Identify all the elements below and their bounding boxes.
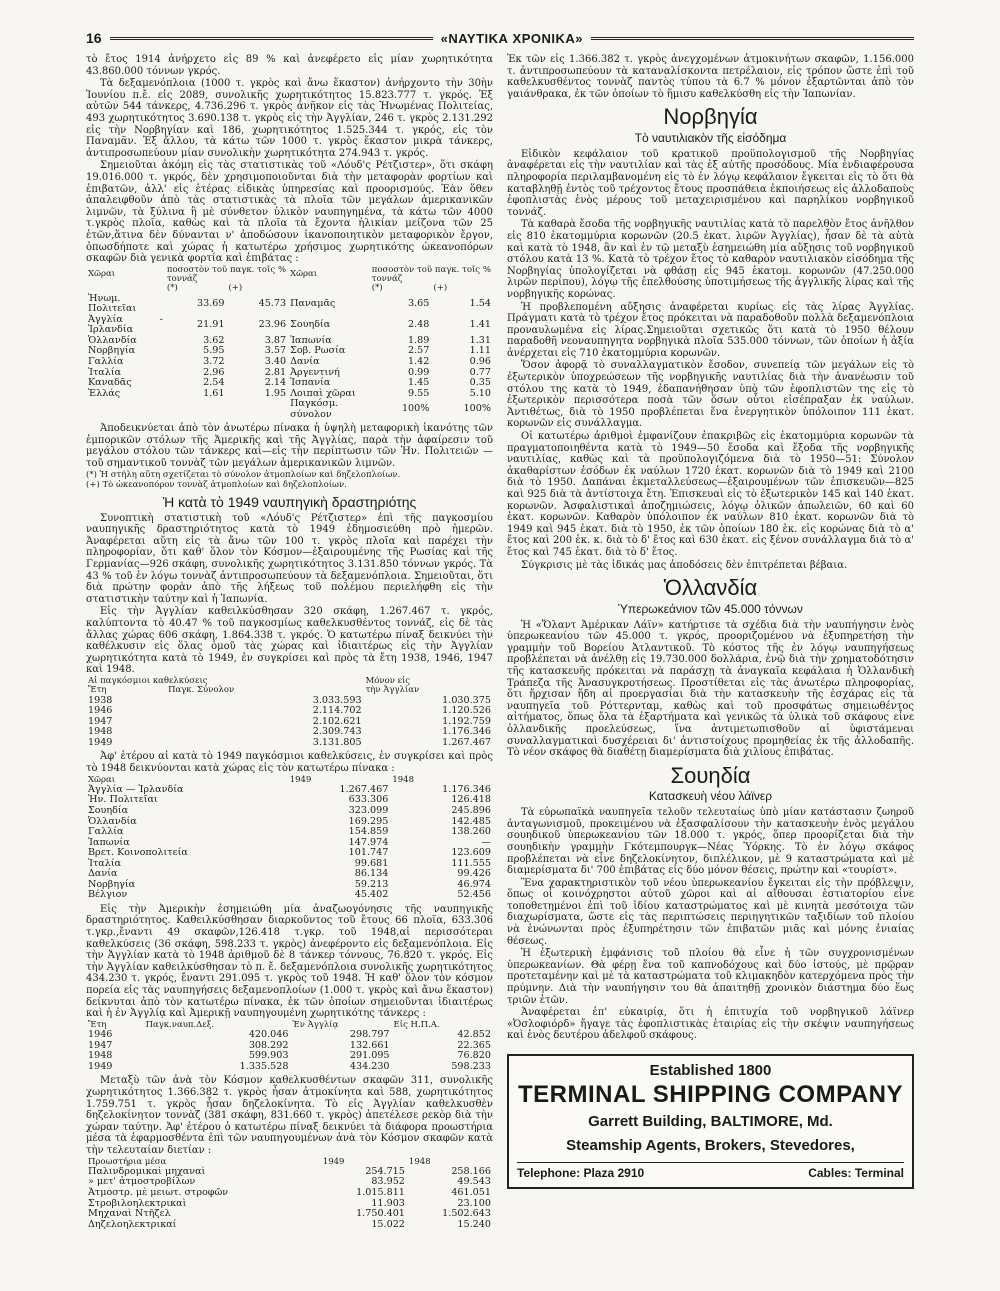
table-header: 1948: [408, 1156, 431, 1167]
table-header: Χῶραι: [290, 269, 318, 280]
paragraph: Τὰ εὐρωπαϊκὰ ναυπηγεῖα τελοῦν τελευταίως ὑπὸ μίαν κατάστασιν ζωηροῦ ἀνταγωνισμοῦ, προκειμένου νὰ ἐξασφαλίσουν τὴν κατασκευὴν ἑνὸς μεγάλου σουηδικοῦ ὑπερωκεανίου τῶν 18.000 τ. γκρός, ὅπερ προορίζεται διὰ τὴν σουηδικὴν γραμμὴν Γκότεμπουργκ—Νέας Ὑόρκης. Τὸ ἐν λόγῳ σκάφος προβλέπεται νὰ εἶνε δηζελοκίνητον, διπλέλικον, μὲ 9 καταστρώματα καὶ μὲ διαμερίσματα δι' 700 ἐπιβάτας εἰς δύο μόνον θέσεις, πρώτην καὶ «τουρίστ».: [507, 807, 914, 877]
table-cell: 2.102.621: [312, 715, 362, 727]
table-cell: 3.87: [264, 334, 287, 346]
table-cell: Ὁλλανδία: [88, 334, 137, 346]
table-header: Ἔτη: [88, 685, 107, 696]
table-cell: 599.903: [248, 1050, 289, 1062]
table-row: [86, 817, 493, 828]
footnote: (+) Τὸ ὠκεανοπόρον τοννὰζ ἀτμοπλοίων καὶ δηζελοπλοίων.: [86, 479, 347, 490]
table-header: (+): [433, 283, 448, 294]
paragraph: Ἕνα χαρακτηριστικὸν τοῦ νέου ὑπερωκεανίου ἔγκειται εἰς τὴν πρόβλεψιν, ὅπως οἱ κοινόχρηστοι αὐτοῦ χῶροι καὶ αἱ αἴθουσαι ἑστιατορίου εἶνε τοποθετημένοι ἐπὶ τοῦ ἰδίου καταστρώματος καὶ μὲ κινητὰ μεσότοιχα τῶν διαχωρίσματα, ὥστε εἰς τὰς περιπτώσεις περιηγητικῶν ταξιδίων τοῦ πλοίου νὰ ἐνώνωνται πρὸς ἐξυπηρέτησιν τῶν ἐπιβατῶν μιᾶς καὶ μόνης ἑνιαίας θέσεως.: [507, 877, 914, 947]
table-cell: Βέλγιον: [88, 889, 128, 901]
table-cell: 1.41: [469, 319, 491, 331]
table-cell: Λοιπαὶ χῶραι: [290, 387, 356, 399]
table-cell: 3.65: [408, 297, 430, 309]
table-cell: 1.45: [408, 377, 430, 389]
ad-company-name: TERMINAL SHIPPING COMPANY: [518, 1081, 903, 1109]
paragraph: Τὰ καθαρὰ ἔσοδα τῆς νορβηγικῆς ναυτιλίας κατὰ τὸ παρελθὸν ἔτος ἀνῆλθον εἰς 810 ἑκατομμύρια κορωνῶν (20.5 ἑκατ. λιρῶν Ἀγγλίας), ἦσαν δὲ τὰ αὐτὰ καὶ κατὰ τὸ 1948, ἂν καὶ ἐν τῷ μεταξὺ ἐσημειώθη μία αὔξησις τοῦ νορβηγικοῦ στόλου κατὰ 13 %. Κατὰ τὸ τρέχον ἔτος τὸ καθαρὸν ναυτιλιακὸν εἰσόδημα τῆς Νορβηγίας ὑπολογίζεται νὰ φθάσῃ εἰς 945 ἑκατομ. κορωνῶν (47.250.000 λιρῶν περίπου), λόγῳ τῆς ἐπελθούσης ὑποτιμήσεως τῆς ἀγγλικῆς λίρας καὶ τῆς νορβηγικῆς κορώνας.: [507, 219, 914, 300]
paragraph: Σημειοῦται ἀκόμη εἰς τὰς στατιστικὰς τοῦ «Λόυδ'ς Ρέτζιστερ», ὅτι σκάφη 19.016.000 τ. γκρός, δὲν χρησιμοποιοῦνται διὰ τὴν μεταφορὰν φορτίων καὶ ἐπιβατῶν, ἀλλ' εἰς ἑτέρας εἰδικὰς ὑπηρεσίας καὶ προορισμούς. Ἐὰν ὅθεν ἀπαλειφθοῦν ἀπὸ τὰς στατιστικὰς τὰ πλοῖα τῶν μεγάλων ἀμερικανικῶν λιμνῶν, τὰ ξύλινα ἢ μὲ σύνθετον ὑλικὸν ναυπηγημένα, τὰ κάτω τῶν 4000 τ.γκρὸς πλοῖα, καθὼς καὶ τὰ πλοῖα τὰ ἔχοντα ἡλικίαν μείζονα τῶν 25 ἐτῶν,ἅτινα δὲν δύνανται ν' ἀποδώσουν ἱκανοποιητικὸν μεταφορικὸν ἔργον, ὁπωσδήποτε καὶ χώρας ἡ κατωτέρω χρήσιμος χωρητικότης ὠκεανοπόρων σκαφῶν διὰ γενικὰ φορτία καὶ ἐπιβάτας :: [86, 160, 493, 265]
ad-address: Garrett Building, BALTIMORE, Md.: [588, 1113, 833, 1131]
table-header: Παγκ. Σύνολον: [168, 685, 235, 696]
table-cell: 3.72: [203, 356, 225, 367]
table-cell: Δανία: [290, 356, 320, 367]
table-cell: 100%: [401, 403, 430, 415]
table-header: ποσοστὸν τοῦ παγκ. τοῖς % τοννάζ: [166, 264, 287, 285]
section-heading-norway: Νορβηγία: [663, 104, 758, 130]
table-row: [86, 859, 493, 870]
table-row: [86, 294, 493, 315]
table-cell: 45.73: [258, 297, 287, 309]
table-header: Μόνον εἰς: [365, 675, 411, 686]
ad-established: Established 1800: [649, 1062, 772, 1080]
table-row: [86, 717, 493, 728]
table-cell: 1.176.346: [442, 783, 491, 795]
world-launchings-table: [86, 677, 493, 748]
table-row: [86, 706, 493, 717]
table-cell: 258.166: [451, 1165, 491, 1177]
section-subheading: Τὸ ναυτιλιακὸν τῆς εἰσόδημα: [634, 130, 787, 145]
table-cell: 0.77: [469, 366, 491, 378]
table-cell: Νορβηγία: [88, 345, 136, 357]
table-header: τὴν Ἀγγλίαν: [365, 685, 420, 696]
paragraph: Οἱ κατωτέρω ἀριθμοὶ ἐμφανίζουν ἐπακριβῶς εἰς ἑκατομμύρια κορωνῶν τὰ πραγματοποιηθέντα κατὰ τὸ 1949—50 ἔσοδα καὶ ἔξοδα τῆς νορβηγικῆς ναυτιλίας, καθὼς καὶ τὰ προϋπολογιζόμενα διὰ τὸ 1950—51: Σύνολον ἀκαθαρίστων ἐσόδων ἐκ ναύλων 1720 ἑκατ. κορωνῶν διὰ τὸ 1949 καὶ 2100 διὰ τὸ 1950. Δαπάναι ἐκμεταλλεύσεως—ἐξαιρουμένων τῶν ἐπισκευῶν—825 καὶ 925 διὰ τὰ ἀντίστοιχα ἔτη. Ἐπισκευαὶ εἰς τὸ ἐξωτερικὸν 145 καὶ 140 ἑκατ. κορωνῶν. Ἀσφαλιστικαὶ ἀποζημιώσεις, λόγῳ ὁλικῶν ἀπωλειῶν, 60 καὶ 60 ἑκατ. κορωνῶν. Καθαρὸν ὑπόλοιπον ἐκ ναύλων 810 ἑκατ. κορωνῶν διὰ τὸ 1949 καὶ 945 ἑκατ. διὰ τὸ 1950, ἐκ τῶν ὁποίων 180 ἑκ. εἰς κορώνας διὰ τὸ α' ἔτος καὶ 200 ἑκ. κ. διὰ τὸ δ' ἔτος καὶ 630 ἑκατ. εἰς ξένον συνάλλαγμα διὰ τὸ α' ἔτος καὶ 745 ἑκατ. διὰ τὸ δ' ἔτος.: [507, 431, 914, 558]
table-row: [86, 1041, 493, 1052]
section-heading: Ἡ κατὰ τὸ 1949 ναυπηγικὴ δραστηριότης: [162, 494, 417, 511]
table-row: [86, 1188, 493, 1199]
table-header: (*): [166, 283, 178, 294]
table-cell: 169.295: [348, 815, 389, 827]
table-row: [86, 727, 493, 738]
table-cell: 2.309.743: [312, 726, 362, 738]
table-cell: 461.051: [451, 1186, 491, 1198]
table-header: ποσοστὸν τοῦ παγκ. τοῖς % τοννάζ: [371, 264, 491, 285]
tanker-construction-table: [86, 1021, 493, 1073]
ad-telephone: Telephone: Plaza 2910: [517, 1166, 645, 1181]
table-cell: 11.903: [371, 1197, 405, 1209]
table-cell: 132.661: [349, 1039, 390, 1051]
table-row: [86, 880, 493, 891]
launchings-by-country-table: [86, 776, 493, 901]
table-cell: 111.555: [451, 857, 491, 869]
table-cell: Ἰαπωνία: [290, 334, 332, 346]
ad-services: Steamship Agents, Brokers, Stevedores,: [566, 1136, 855, 1154]
table-cell: 1947: [88, 1039, 113, 1051]
table-header: Παγκ.ναυπ.Δεξ.: [145, 1019, 215, 1030]
table-row: [86, 1030, 493, 1041]
table-cell: 99.426: [457, 868, 491, 880]
table-cell: Βρετ. Κοινοπολιτεία: [88, 847, 188, 859]
table-cell: 308.292: [248, 1039, 289, 1051]
table-cell: 1949: [88, 736, 113, 748]
table-cell: Ἀτμοστρ. μὲ μειωτ. στροφῶν: [88, 1186, 229, 1198]
table-cell: Γαλλία: [88, 826, 124, 838]
paragraph: Ἐκ τῶν εἰς 1.366.382 τ. γκρὸς ἀνεγχομένων ἀτμοκινήτων σκαφῶν, 1.156.000 τ. ἀντιπροσωπεύουν τὰ καταναλίσκοντα πετρέλαιον, εἰς τρόπον ὥστε ἐπὶ τοῦ καθελκυσθέντος τοννὰζ παντὸς τύπου τὰ 6.7 % μόνον ἐξαρτῶνται ἀπὸ τὸν γαιάνθρακα, ἐκ τῶν ὁποίων τὸ ἥμισυ καθελκύσθη εἰς τὴν Ἰαπωνίαν.: [507, 54, 914, 100]
table-cell: Μηχαναὶ Ντῆζελ: [88, 1208, 171, 1220]
paragraph: Ἀναφέρεται ἐπ' εὐκαιρίᾳ, ὅτι ἡ ἐπιτυχία τοῦ νορβηγικοῦ λάϊνερ «Ὀσλοφιόρδ» ἤγαγε τὰς ἐφοπλιστικὰς ἑταιρίας εἰς τὴν σκέψιν ναυπηγήσεως καὶ ἑνὸς δευτέρου ἀδελφοῦ σκάφους.: [507, 1007, 914, 1042]
table-cell: 323.099: [348, 804, 389, 816]
paragraph: Ἡ «Ὅλαντ Ἀμέρικαν Λάϊν» κατήρτισε τὰ σχέδια διὰ τὴν ναυπήγησιν ἑνὸς ὑπερωκεανίου τῶν 45.000 τ. γκρός, προοριζομένου νὰ ἐξυπηρετήσῃ τὴν γραμμὴν τοῦ Βορείου Ἀτλαντικοῦ. Τὸ κόστος τῆς ἐν λόγῳ ναυπηγήσεως προβλέπεται νὰ ἀνέλθῃ εἰς 19.730.000 δολλάρια, ἐνῷ διὰ τὴν χρηματοδότησιν τῆς κατασκευῆς πρόκειται νὰ παράσχῃ τὰ ἀναγκαῖα κεφάλαια ἡ Ὁλλανδικὴ Τράπεζα τῆς Ἀνασυγκροτήσεως. Προστίθεται εἰς τὰς ἀνωτέρω πληροφορίας, ὅτι ἤρχισαν ἤδη αἱ προεργασίαι διὰ τὴν κατασκευὴν τῆς ἐσχάρας εἰς τὰ ναυπηγεῖα τοῦ Ρόττερνταμ, καθὼς καὶ τοῦ προσφάτως σημειωθέντος αἰτήματος, ὅπως ὅλα τὰ ἐξαρτήματα καὶ γενικῶς τὰ ὑλικὰ τοῦ σκάφους εἶνε ὁλλανδικῆς προελεύσεως, ἵνα ἀντιμετωπισθοῦν αἱ ὑφιστάμεναι συναλλαγματικαὶ δυσχέρειαι δι' ἀντιστοίχους προμηθείας ἐκ τῆς ἀλλοδαπῆς. Τὸ νέον σκάφος θὰ διαθέτῃ διαμερίσματα διὰ χιλίους ἐπιβάτας.: [507, 619, 914, 759]
table-row: [86, 848, 493, 859]
paragraph: Ἀφ' ἑτέρου αἱ κατὰ τὸ 1949 παγκόσμιοι καθελκύσεις, ἐν συγκρίσει καὶ πρὸς τὸ 1948 δεικνύονται κατὰ χώρας εἰς τὸν κατωτέρω πίνακα :: [86, 751, 493, 774]
table-cell: Παναμᾶς: [290, 297, 336, 309]
paragraph: Ἀποδεικνύεται ἀπὸ τὸν ἀνωτέρω πίνακα ἡ ὑψηλὴ μεταφορικὴ ἱκανότης τῶν ἐμπορικῶν στόλων τῆς Ἀμερικῆς καὶ τῆς Ἀγγλίας, παρὰ τὴν ἀφαίρεσιν τοῦ μεγάλου στόλου τῶν τάνκερς καὶ—εἰς τὴν περίπτωσιν τῶν Ἡν. Πολιτειῶν —τοῦ σημαντικοῦ τοννὰζ τῶν μεγάλων ἀμερικανικῶν λιμνῶν.: [86, 423, 493, 470]
table-cell: 1949: [88, 1060, 113, 1072]
table-header: Προωστήρια μέσα: [88, 1156, 167, 1167]
ad-cables: Cables: Terminal: [808, 1166, 904, 1181]
table-row: [86, 869, 493, 880]
table-cell: 1.335.528: [239, 1060, 289, 1072]
table-cell: Ἰταλία: [88, 366, 122, 378]
table-cell: Σουηδία: [88, 804, 129, 816]
propulsion-table: [86, 1158, 493, 1231]
table-row: [86, 1209, 493, 1220]
table-cell: 1.54: [469, 297, 491, 309]
table-cell: Ἑλλάς: [88, 387, 121, 399]
paragraph: Μεταξὺ τῶν ἀνὰ τὸν Κόσμον καθελκυσθέντων σκαφῶν 311, συνολικῆς χωρητικότητος 1.366.382 τ. γκρὸς ἦσαν ἀτμοκίνητα καὶ 588, χωρητικότητος 1.759.751 τ. γκρὸς ἦσαν δηζελοκίνητα. Τὸ εἰς Ἀγγλίαν καθελκυσθὲν δηζελοκίνητον τοννὰζ (381 σκάφη, 831.660 τ. γκρὸς) ἀπετέλεσε ρεκὸρ διὰ τὴν χώραν ταύτην. Ἀφ' ἑτέρου ὁ κατωτέρω πίναξ δεικνύει τὰ διάφορα προωστήρια μέσα τὰ ἐφαρμοσθέντα ἐπὶ τῶν ναυπηγουμένων ἀνὰ τὸν Κόσμον σκαφῶν κατὰ τὴν τελευταίαν διετίαν :: [86, 1075, 493, 1156]
paragraph: Τὰ δεξαμενόπλοια (1000 τ. γκρὸς καὶ ἄνω ἕκαστον) ἀνήρχοντο τὴν 30ὴν Ἰουνίου π.ἔ. εἰς 2089, συνολικῆς χωρητικότητος 15.823.777 τ. γκρός. Ἐξ αὐτῶν 544 τάνκερς, 4.736.296 τ. γκρὸς ἀνῆκον εἰς τὰς Ἡνωμένας Πολιτείας, 493 χωρητικότητος 3.690.138 τ. γκρὸς εἰς τὴν Ἀγγλίαν, 246 τ. γκρὸς 2.131.292 εἰς τὴν Νορβηγίαν καὶ 186, χωρητικότητος 1.525.344 τ. γκρός, εἰς τὸν Παναμᾶν. Ἐξ ἄλλου, τὰ κάτω τῶν 1000 τ. γκρὸς ἕκαστον μικρὰ τάνκερς, ἀντιπροσωπεύουν μίαν συνολικὴν χωρητικότητα 274.943 τ. γκρός.: [86, 78, 493, 159]
table-cell: 1948: [88, 726, 113, 738]
paragraph: Εἰς τὴν Ἀμερικὴν ἐσημειώθη μία ἀναζωογόνησις τῆς ναυπηγικῆς δραστηριότητος. Καθειλκύσθησαν διαρκοῦντος τοῦ ἔτους 66 πλοῖα, 633.306 τ.γκρ.,ἔναντι 49 σκαφῶν,126.418 τ.γκρ. τοῦ 1948,αἱ περισσότεραι καθελκύσεις (36 σκάφη, 598.233 τ. γκρὸς) ἀνεφέροντο εἰς δεξαμενόπλοια. Εἰς τὴν Ἀγγλίαν κατὰ τὸ 1948 ἀριθμοῦ δὲ 8 τάνκερ τόννους, 76.820 τ. γκρός. Εἰς τὴν Ἀγγλίαν καθειλκύσθησαν τὸ π. ἔ. δεξαμενόπλοια συνολικῆς χωρητικότητος 434.230 τ. γκρός, ἔναντι 291.095 τ. γκρὸς τοῦ 1948. Ἡ καθ' ὅλον τὸν κόσμον πορεία εἰς τὰς ναυπηγήσεις δεξαμενοπλοίων (1.000 τ. γκρὸς καὶ ἄνω ἕκαστον) δείκνυται ἀπὸ τὸν κατωτέρω πίνακα, ἐκ τῶν ὁποίων σημειοῦνται ἰδιαιτέρως καὶ ἡ ἐν Ἀγγλίᾳ καὶ Ἀμερικῇ ναυπηγουμένη χωρητικότης τάνκερς :: [86, 903, 493, 1020]
table-cell: 1.502.643: [442, 1208, 491, 1220]
table-cell: 0.99: [408, 366, 430, 378]
right-column: [507, 54, 914, 1233]
table-cell: Γαλλία: [88, 356, 124, 367]
table-cell: 46.974: [457, 878, 491, 890]
table-cell: 1.31: [469, 334, 491, 346]
table-cell: 59.213: [354, 878, 389, 890]
paragraph: τὸ ἔτος 1914 ἀνήρχετο εἰς 89 % καὶ ἀνεφέρετο εἰς μίαν χωρητικότητα 43.860.000 τόννων γκρός.: [86, 54, 493, 77]
table-row: [86, 806, 493, 817]
table-cell: 1947: [88, 715, 113, 727]
table-header: (*): [371, 283, 383, 294]
table-cell: Ἰταλία: [88, 857, 122, 869]
table-cell: 154.859: [348, 826, 389, 838]
table-cell: Ὁλλανδία: [88, 815, 137, 827]
table-cell: Ἀγγλία — Ἰρλανδία: [88, 783, 184, 795]
table-cell: 1.120.526: [442, 705, 491, 717]
table-cell: 2.81: [264, 366, 287, 378]
table-cell: 2.48: [408, 319, 430, 331]
table-cell: 633.306: [348, 794, 389, 806]
table-cell: 1946: [88, 1029, 113, 1041]
table-cell: 142.485: [451, 815, 491, 827]
table-cell: Καναδᾶς: [88, 377, 132, 389]
table-cell: 420.046: [248, 1029, 289, 1041]
table-cell: 1.176.346: [442, 726, 491, 738]
table-header: 1949: [289, 774, 312, 785]
table-row: [86, 315, 493, 336]
table-cell: 123.609: [451, 847, 491, 859]
table-cell: 434.230: [349, 1060, 390, 1072]
table-cell: 1.89: [408, 334, 430, 346]
page-number: 16: [86, 30, 102, 46]
table-cell: 5.95: [203, 345, 225, 357]
table-cell: 100%: [463, 403, 491, 415]
paragraph: Ὅσον ἀφορᾷ τὸ συναλλαγματικὸν ἔσοδον, συνεπείᾳ τῶν μεγάλων εἰς τὸ ἐξωτερικὸν ὑποχρεώσεων τῆς νορβηγικῆς ναυτιλίας διὰ τὴν ἀνανέωσιν τοῦ στόλου της κατὰ τὸ 1949, ἐδαπανήθησαν ὑπὸ τῶν ἐφοπλιστῶν της εἰς τὸ ἐξωτερικὸν περισσότερα ποσὰ τῶν ὅσων οὗτοι εἰσέπραξαν ἐκ ναύλων. Ἀντιθέτως, διὰ τὸ 1950 προβλέπεται ἕνα ἐνεργητικὸν ὑπόλοιπον 111 ἑκατ. κορωνῶν εἰς συνάλλαγμα.: [507, 360, 914, 430]
left-column: [86, 54, 493, 1233]
tonnage-share-table: [86, 266, 493, 421]
table-cell: Ἰαπωνία: [88, 836, 130, 848]
advertisement-box: [507, 1054, 914, 1189]
table-cell: 1.267.467: [339, 783, 389, 795]
paragraph: Εἰς τὴν Ἀγγλίαν καθειλκύσθησαν 320 σκάφη, 1.267.467 τ. γκρός, καλύπτοντα τὸ 40.47 % τοῦ παγκοσμίως καθελκυσθέντος τοννάζ, εἰς δὲ τὰς ἄλλας χώρας 606 σκάφη, 1.864.338 τ. γκρός. Ὁ κατωτέρω πίναξ δεικνύει τὴν καθέλκυσιν εἰς ὅλας ὁμοῦ τὰς χώρας καὶ ἰδιαιτέρως εἰς τὴν Ἀγγλίαν χωρητικότητα κατὰ τὸ 1949, ἐν συγκρίσει καὶ πρὸς τὰ ἔτη 1938, 1946, 1947 καὶ 1948.: [86, 606, 493, 676]
footnote: (*) Ἡ στήλη αὕτη σχετίζεται τὸ σύνολον ἀτμοπλοίων καὶ δηζελοπλοίων.: [86, 469, 401, 480]
section-heading-sweden: Σουηδία: [670, 762, 751, 788]
table-cell: 3.131.805: [312, 736, 362, 748]
table-cell: Παγκόσμ. σύνολον: [290, 398, 339, 420]
table-cell: 2.96: [203, 366, 225, 378]
table-cell: 52.456: [457, 889, 491, 901]
table-cell: 83.952: [371, 1176, 405, 1188]
table-cell: 3.033.593: [312, 694, 362, 706]
table-cell: 45.402: [354, 889, 389, 901]
table-cell: 2.57: [408, 345, 430, 357]
table-cell: 49.543: [457, 1176, 491, 1188]
table-row: [86, 696, 493, 707]
table-cell: 1.030.375: [442, 694, 491, 706]
paragraph: Ἡ προβλεπομένη αὔξησις ἀναφέρεται κυρίως εἰς τὰς λίρας Ἀγγλίας. Πράγματι κατὰ τὸ τρέχον ἔτος πρόκειται νὰ παραδοθοῦν πολλὰ δεξαμενόπλοια προναυλωμένα εἰς λίρας.Σημειοῦται σχετικῶς ὅτι κατὰ τὸ 1950 θέλουν παραδοθῆ νεοναυπηγητα νορβηγικὰ πλοῖα 535.000 τόννων, τῶν ὁποίων ἡ ἀξία ἀνέρχεται εἰς 710 ἑκατομμύρια κορωνῶν.: [507, 301, 914, 359]
table-cell: 15.022: [371, 1218, 405, 1230]
table-cell: Ἡνωμ. Πολιτεῖαι: [88, 292, 137, 315]
table-cell: 2.114.702: [312, 705, 362, 717]
table-cell: 23.100: [457, 1197, 491, 1209]
table-cell: 86.134: [354, 868, 389, 880]
table-cell: 598.233: [451, 1060, 491, 1072]
table-cell: Παλινδρομικαὶ μηχαναὶ: [88, 1165, 206, 1177]
table-row: [86, 738, 493, 749]
table-cell: —: [481, 836, 491, 848]
table-cell: » μετ' ἀτμοστροβίλων: [88, 1176, 196, 1188]
table-cell: 254.715: [365, 1165, 405, 1177]
table-cell: 1.61: [203, 387, 225, 399]
table-cell: 0.35: [469, 377, 491, 389]
table-cell: 15.240: [457, 1218, 491, 1230]
table-cell: Ἀργεντινή: [290, 366, 340, 378]
header-rule-left: [110, 37, 433, 40]
table-cell: 76.820: [457, 1050, 491, 1062]
table-header: 1948: [392, 774, 414, 785]
table-cell: 1938: [88, 694, 113, 706]
table-cell: 0.96: [469, 356, 491, 367]
table-cell: 42.852: [457, 1029, 491, 1041]
table-cell: 1.192.759: [442, 715, 491, 727]
table-header: Χῶραι: [88, 774, 116, 785]
table-cell: 147.974: [348, 836, 389, 848]
table-caption: Αἱ παγκόσμιοι καθελκύσεις: [88, 675, 208, 686]
table-cell: 1.11: [469, 345, 491, 357]
table-row: [86, 1220, 493, 1231]
paragraph: Ἡ ἐξωτερικὴ ἐμφάνισις τοῦ πλοίου θὰ εἶνε ἡ τῶν συγχρονισμένων ὑπερωκεανίων. Θὰ φέρῃ ἕνα τοῦ καπνοδόχους καὶ δύο ἱστούς, μὲ πρῷραν προτεταμένην καὶ μὲ τὰ καταστρώματα τοῦ κλιμακηδὸν κατερχόμενα πρὸς τὴν πρύμνην. Διὰ τὴν ναυπήγησιν του θὰ ἀπαιτηθῇ χρονικὸν διάστημα δύο ἕως τριῶν ἐτῶν.: [507, 948, 914, 1006]
table-row: [86, 357, 493, 368]
table-cell: 3.40: [264, 356, 287, 367]
table-header: Ἔτη: [88, 1019, 107, 1030]
table-cell: Σοβ. Ρωσία: [290, 345, 346, 357]
table-header: (+): [228, 283, 243, 294]
section-heading-holland: Ὁλλανδία: [663, 575, 758, 601]
masthead: «ΝΑΥΤΙΚΑ ΧΡΟΝΙΚΑ»: [440, 30, 583, 46]
table-cell: 1946: [88, 705, 113, 717]
table-cell: Δανία: [88, 868, 118, 880]
table-cell: Δηζελοηλεκτρικαί: [88, 1218, 177, 1230]
table-cell: Ἀγγλία - Ἰρλανδία: [88, 313, 163, 336]
table-cell: Ἡν. Πολιτεῖαι: [88, 794, 158, 806]
table-cell: 9.55: [408, 387, 430, 399]
table-cell: 291.095: [349, 1050, 390, 1062]
table-header: Ἐν Ἀγγλίᾳ: [292, 1019, 339, 1030]
table-row: [86, 1062, 493, 1073]
table-cell: Σουηδία: [290, 319, 331, 331]
table-cell: 1.95: [264, 387, 287, 399]
table-header: Χῶραι: [88, 269, 116, 280]
table-cell: 1.750.401: [356, 1208, 405, 1220]
table-cell: 99.681: [354, 857, 389, 869]
table-cell: 33.69: [197, 297, 225, 309]
table-cell: 21.91: [197, 319, 225, 331]
paragraph: Σύγκρισις μὲ τὰς ἰδικάς μας ἀποδόσεις δὲν ἐπιτρέπεται βέβαια.: [521, 559, 848, 571]
table-cell: 2.14: [264, 377, 287, 389]
table-row: [86, 827, 493, 838]
table-cell: 22.365: [457, 1039, 491, 1051]
table-cell: 2.54: [203, 377, 225, 389]
table-cell: 126.418: [451, 794, 491, 806]
table-cell: 1.267.467: [442, 736, 491, 748]
ad-footer: [517, 1162, 904, 1181]
paragraph: Συνοπτικὴ στατιστικὴ τοῦ «Λόυδ'ς Ρέτζιστερ» ἐπὶ τῆς παγκοσμίου ναυπηγικῆς δραστηριότητος κατὰ τὸ 1949 ἐδημοσιεύθη πρὸ ἡμερῶν. Ἀναφέρεται αὕτη εἰς τὰ ἄνω τῶν 100 τ. γκρὸς πλοῖα καὶ παρέχει τὴν πληροφορίαν, ὅτι καθ' ὅλον τὸν Κόσμον—ἐξαιρουμένης τῆς Ρωσίας καὶ τῆς Γερμανίας—926 σκάφη, συνολικῆς χωρητικότητος 3.131.850 τόννων γκρός. Τὰ 43 % τοῦ ἐν λόγω τοννὰζ ἀντιπροσωπεύουν τὰ δεξαμενόπλοια. Σημειοῦται, ὅτι διὰ πρώτην φορὰν ἀπὸ τῆς λήξεως τοῦ πολέμου περιελήφθη εἰς τὴν στατιστικὴν ταύτην καὶ ἡ Ἰαπωνία.: [86, 512, 493, 605]
table-cell: 1.015.811: [356, 1186, 405, 1198]
table-row: [86, 795, 493, 806]
table-cell: 5.10: [469, 387, 491, 399]
table-cell: 1.42: [408, 356, 430, 367]
table-row: [86, 1051, 493, 1062]
section-subheading: Κατασκευὴ νέου λάϊνερ: [648, 789, 773, 804]
table-cell: 3.62: [203, 334, 225, 346]
table-cell: 298.797: [349, 1029, 390, 1041]
table-cell: 1948: [88, 1050, 113, 1062]
table-cell: Ἱσπανία: [290, 377, 331, 389]
table-header: 1949: [322, 1156, 345, 1167]
section-subheading: Ὑπερωκεάνιον τῶν 45.000 τόννων: [618, 601, 803, 616]
table-cell: 23.96: [258, 319, 287, 331]
header-rule-right: [591, 37, 914, 40]
table-header: Εἰς Η.Π.Α.: [393, 1019, 440, 1030]
table-cell: 101.747: [348, 847, 389, 859]
table-cell: 3.57: [264, 345, 287, 357]
paragraph: Εἰδικὸν κεφάλαιον τοῦ κρατικοῦ προϋπολογισμοῦ τῆς Νορβηγίας ἀναφέρεται εἰς τὴν ναυτιλίαν καὶ τὰς ἐξ αὐτῆς προσόδους. Μία ἐνδιαφέρουσα πληροφορία περιλαμβανομένη εἰς τὸ ἐν λόγῳ κεφάλαιον ἔγκειται εἰς τὸ ὅτι θὰ καταβληθῇ ἐντὸς τοῦ τρέχοντος ἔτους προσπάθεια ἐκποιήσεως εἰς ἀλλοδαποὺς ἐφοπλιστὰς ἑνὸς μέρους τοῦ μεταχειρισμένου καὶ παρηλίκου νορβηγικοῦ τοννάζ.: [507, 148, 914, 218]
table-cell: Νορβηγία: [88, 878, 136, 890]
table-cell: 245.896: [451, 804, 491, 816]
table-cell: 138.260: [451, 826, 491, 838]
page-header: [86, 26, 914, 50]
table-row: [86, 890, 493, 901]
table-cell: Στροβιλοηλεκτρικαὶ: [88, 1197, 187, 1209]
